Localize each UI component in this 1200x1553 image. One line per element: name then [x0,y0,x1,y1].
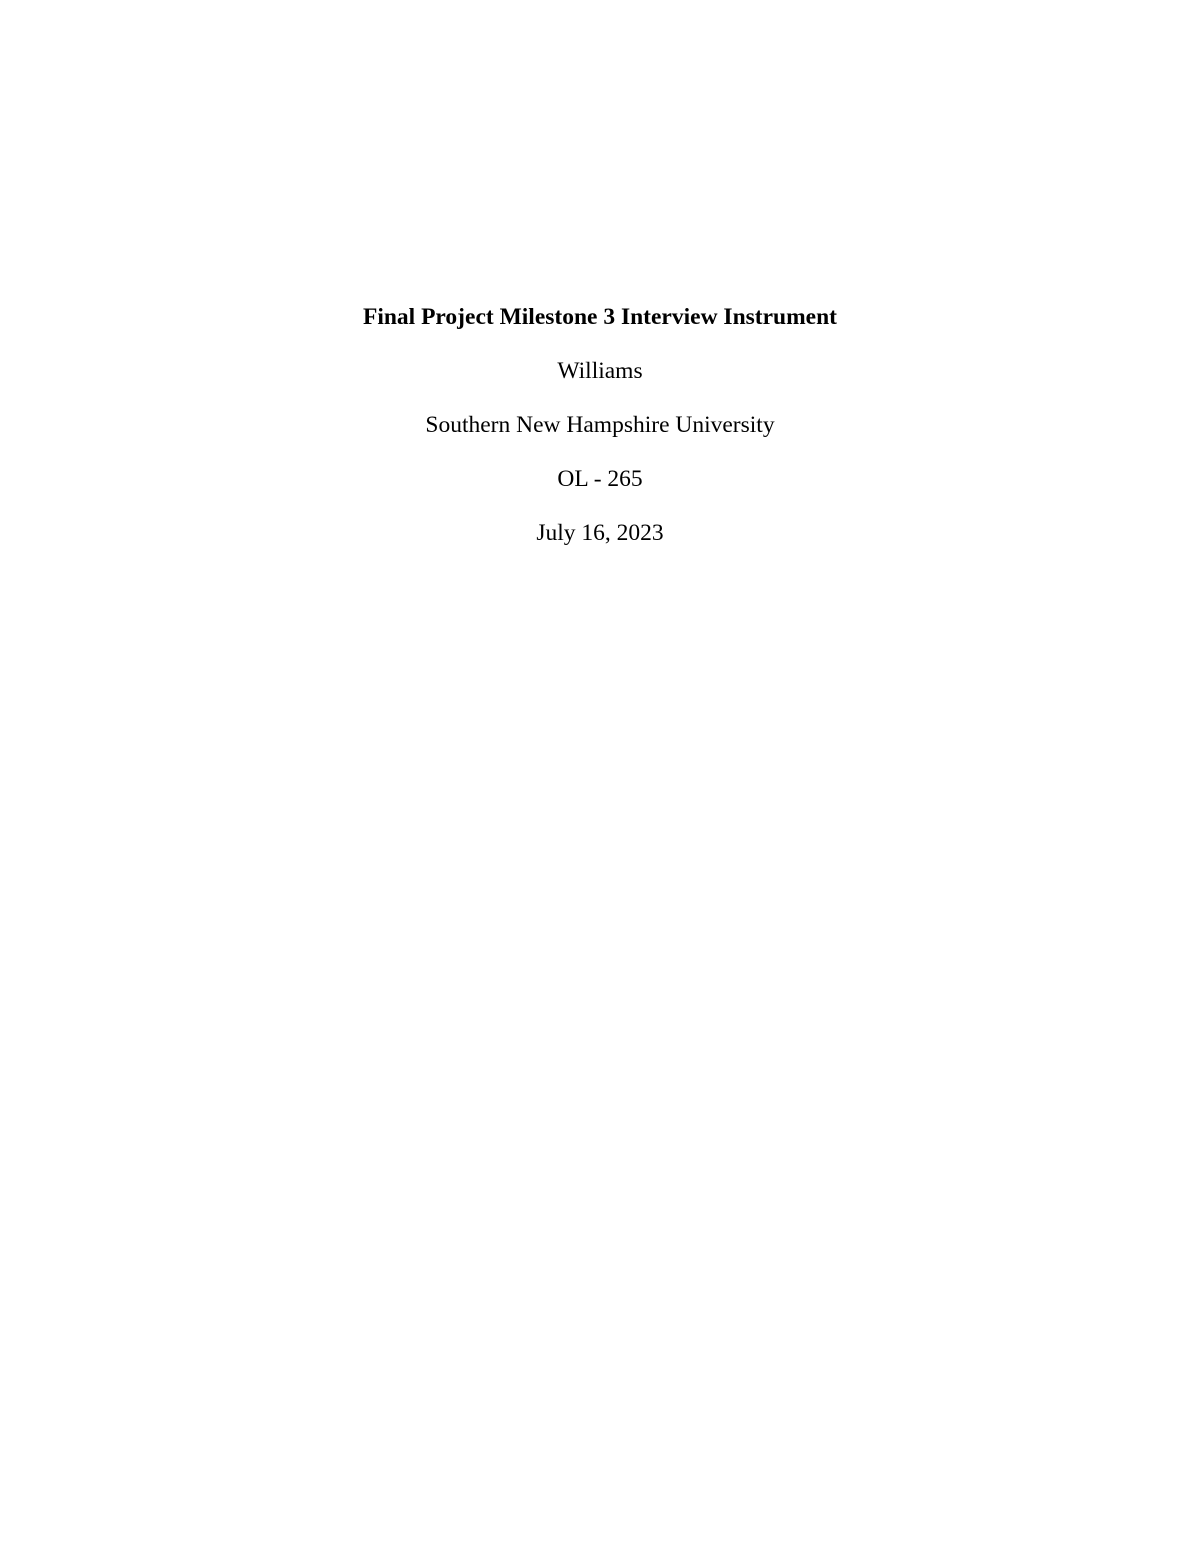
date: July 16, 2023 [536,520,664,546]
title-block [0,290,1200,560]
course-number: OL - 265 [557,466,643,492]
document-title: Final Project Milestone 3 Interview Instrument [362,304,838,330]
author-name: Williams [557,358,643,384]
institution-name: Southern New Hampshire University [425,412,775,438]
